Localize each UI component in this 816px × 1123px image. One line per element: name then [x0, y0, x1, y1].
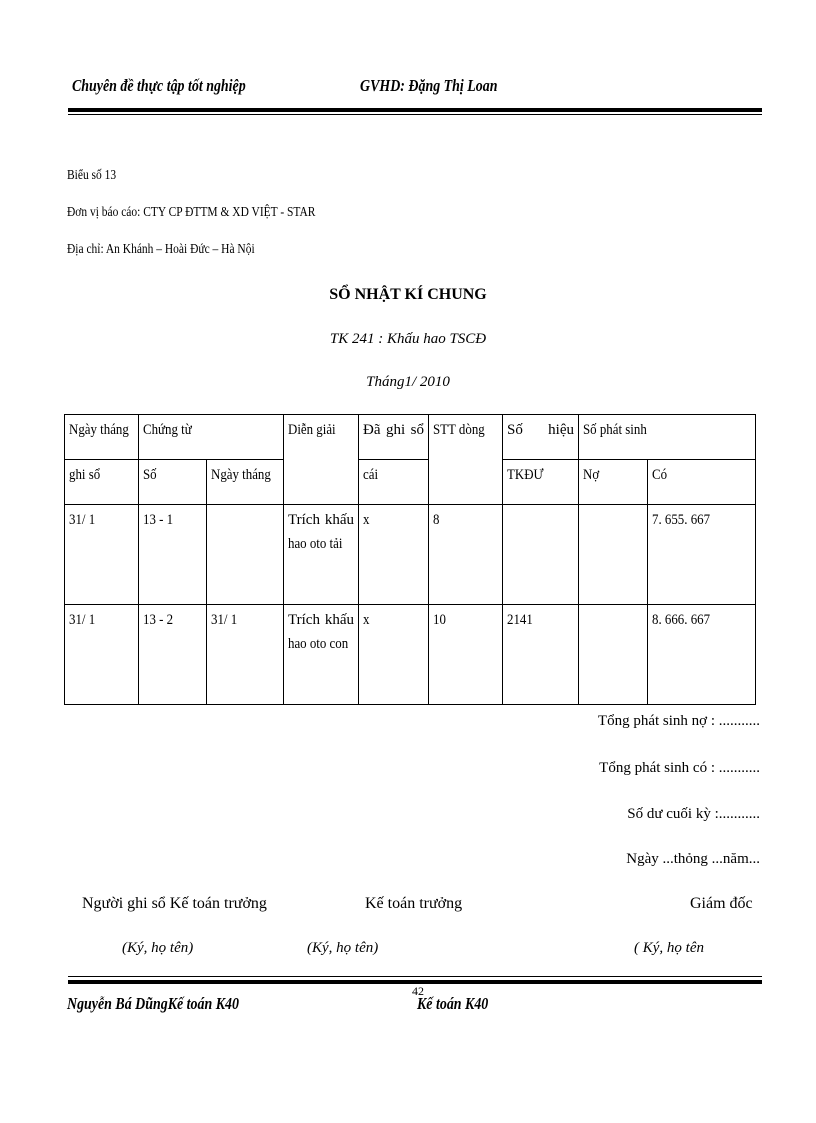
cell-voucher-date: 31/ 1	[207, 605, 284, 705]
signature-director: Giám đốc	[690, 895, 753, 912]
table-row	[65, 505, 756, 605]
cell-description: Trích khấu hao oto tải	[284, 505, 359, 605]
cell-voucher-date	[207, 505, 284, 605]
signature-chief-accountant: Kế toán trưởng	[365, 895, 463, 912]
header-account-top: Số hiệu	[503, 415, 579, 460]
header-line-no: STT dòng	[429, 415, 503, 505]
unit-address: Địa chỉ: An Khánh – Hoài Đức – Hà Nội	[67, 242, 255, 257]
header-description: Diễn giải	[284, 415, 359, 505]
cell-date: 31/ 1	[65, 605, 139, 705]
header-amount: Số phát sinh	[579, 415, 756, 460]
header-posted-bottom: cái	[359, 460, 429, 505]
header-rule-thick	[68, 108, 762, 112]
header-supervisor: GVHD: Đặng Thị Loan	[360, 76, 498, 95]
cell-voucher-no: 13 - 2	[139, 605, 207, 705]
form-number: Biểu số 13	[67, 168, 117, 183]
header-rule-thin	[68, 114, 762, 115]
cell-line-no: 8	[429, 505, 503, 605]
header-credit: Có	[648, 460, 756, 505]
journal-table	[64, 414, 756, 705]
cell-account: 2141	[503, 605, 579, 705]
signature-chief-note: (Ký, họ tên)	[307, 940, 379, 956]
cell-credit: 8. 666. 667	[648, 605, 756, 705]
table-header-row-1	[65, 415, 756, 460]
table-header-row-2	[65, 460, 756, 505]
credit-total: Tổng phát sinh có : ...........	[599, 760, 760, 776]
page-number: 42	[412, 984, 424, 998]
header-topic: Chuyên đề thực tập tốt nghiệp	[72, 76, 246, 95]
table-row	[65, 605, 756, 705]
document-title: SỔ NHẬT KÍ CHUNG	[329, 286, 487, 303]
cell-description: Trích khấu hao oto con	[284, 605, 359, 705]
header-date-top: Ngày tháng	[65, 415, 139, 460]
header-date-bottom: ghi sổ	[65, 460, 139, 505]
signature-recorder: Người ghi sổ Kế toán trưởng	[82, 895, 267, 912]
cell-credit: 7. 655. 667	[648, 505, 756, 605]
header-voucher: Chứng từ	[139, 415, 284, 460]
header-voucher-date: Ngày tháng	[207, 460, 284, 505]
period-subtitle: Tháng1/ 2010	[366, 374, 450, 390]
signature-recorder-note: (Ký, họ tên)	[122, 940, 194, 956]
cell-voucher-no: 13 - 1	[139, 505, 207, 605]
cell-posted: x	[359, 605, 429, 705]
cell-debit	[579, 605, 648, 705]
cell-account	[503, 505, 579, 605]
signature-director-note: ( Ký, họ tên	[634, 940, 704, 956]
cell-debit	[579, 505, 648, 605]
header-voucher-no: Số	[139, 460, 207, 505]
account-subtitle: TK 241 : Khấu hao TSCĐ	[329, 331, 487, 347]
header-posted-top: Đã ghi sổ	[359, 415, 429, 460]
header-debit: Nợ	[579, 460, 648, 505]
cell-date: 31/ 1	[65, 505, 139, 605]
date-line: Ngày ...thỏng ...năm...	[626, 851, 760, 867]
footer-author: Nguyễn Bá DũngKế toán K40	[67, 994, 239, 1013]
footer-rule-thin	[68, 976, 762, 977]
cell-posted: x	[359, 505, 429, 605]
cell-line-no: 10	[429, 605, 503, 705]
reporting-unit: Đơn vị báo cáo: CTY CP ĐTTM & XD VIỆT - STAR	[67, 205, 316, 220]
debit-total: Tổng phát sinh nợ : ...........	[597, 713, 760, 729]
footer-department: Kế toán K40	[417, 994, 489, 1013]
header-account-bottom: TKĐƯ	[503, 460, 579, 505]
ending-balance: Số dư cuối kỳ :...........	[627, 806, 760, 822]
